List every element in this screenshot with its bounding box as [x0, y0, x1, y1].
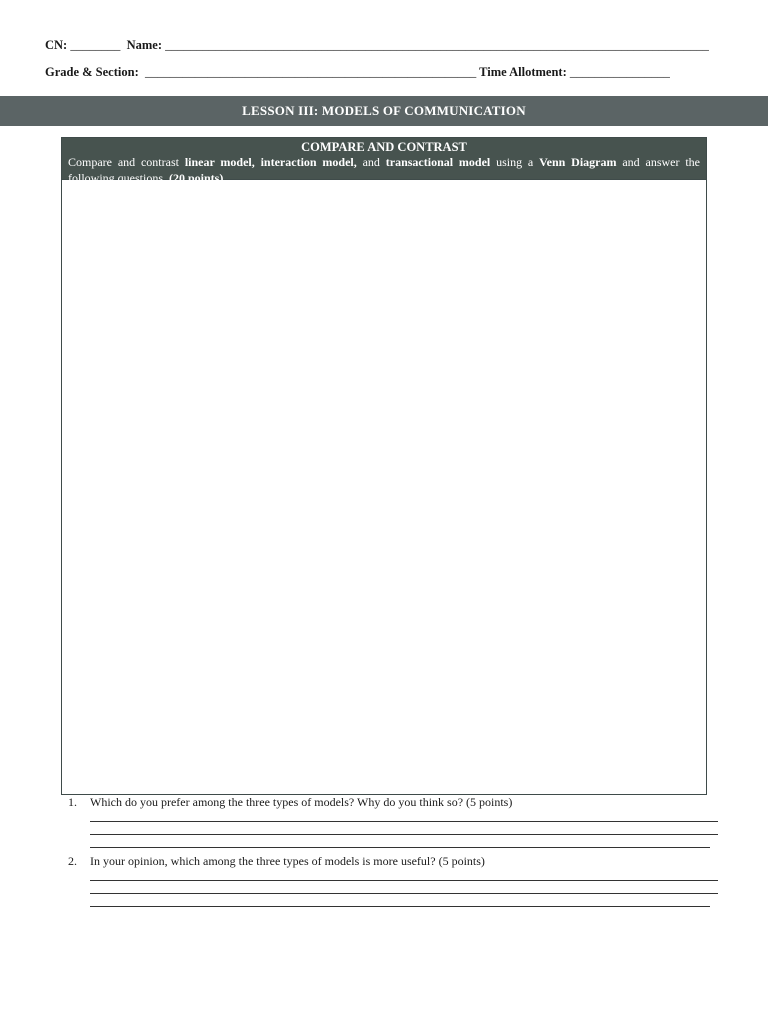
instr-points: (20 points)	[169, 171, 224, 185]
cn-label: CN:	[45, 38, 68, 52]
question-list	[68, 795, 728, 911]
question-text: Which do you prefer among the three types of models? Why do you think so? (5 points)	[90, 795, 513, 809]
cn-field[interactable]: ________	[70, 38, 121, 52]
venn-diagram-area[interactable]	[62, 180, 706, 790]
instr-bold: Venn Diagram	[539, 155, 617, 169]
header-line-1	[45, 38, 709, 53]
instr-bold: transactional model	[385, 155, 491, 169]
question-item	[68, 854, 728, 907]
name-field[interactable]: _______________________________________________________________________________________	[165, 38, 709, 52]
grade-section-label: Grade & Section:	[45, 65, 139, 79]
time-allotment-label: Time Allotment:	[479, 65, 567, 79]
activity-title: COMPARE AND CONTRAST	[301, 140, 467, 154]
answer-line[interactable]	[90, 868, 718, 881]
question-text: In your opinion, which among the three types of models is more useful? (5 points)	[90, 854, 485, 868]
header-line-2	[45, 65, 670, 80]
grade-section-field[interactable]: _____________________________________________________	[144, 65, 477, 79]
answer-line[interactable]	[90, 894, 710, 907]
instr-text: and answer the following questions.	[68, 155, 700, 185]
answer-line[interactable]	[90, 809, 718, 822]
lesson-banner	[0, 96, 768, 126]
instr-bold: linear model, interaction model,	[184, 155, 357, 169]
name-label: Name:	[126, 38, 162, 52]
instr-text: Compare and contrast	[68, 155, 185, 169]
question-number: 2.	[68, 854, 77, 868]
answer-line[interactable]	[90, 822, 718, 835]
time-allotment-field[interactable]: ________________	[569, 65, 670, 79]
instr-text: and	[356, 155, 386, 169]
question-item	[68, 795, 728, 848]
activity-header	[62, 138, 706, 185]
answer-line[interactable]	[90, 881, 718, 894]
compare-contrast-box	[61, 137, 707, 795]
lesson-title: LESSON III: MODELS OF COMMUNICATION	[242, 103, 526, 118]
instr-text: using a	[490, 155, 540, 169]
answer-line[interactable]	[90, 835, 710, 848]
question-number: 1.	[68, 795, 77, 809]
